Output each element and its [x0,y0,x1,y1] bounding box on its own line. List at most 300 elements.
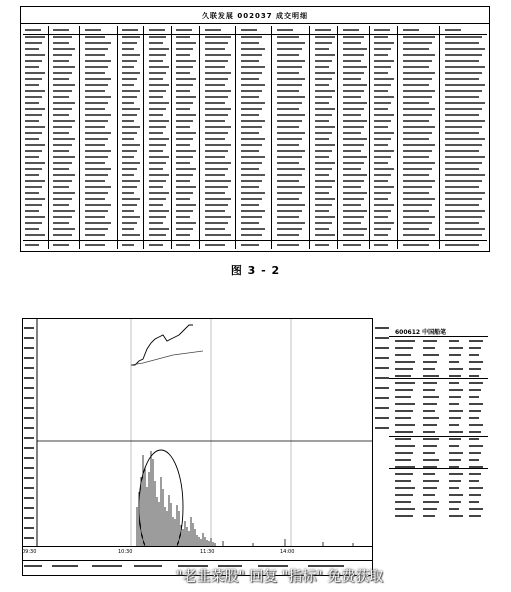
table-cell-stroke [374,84,391,86]
table-footer-stroke [374,244,388,246]
table-cell-stroke [403,108,435,110]
table-cell-stroke [403,102,429,104]
table-cell-stroke [53,138,75,140]
table-cell-stroke [205,108,231,110]
table-cell-stroke [85,204,111,206]
table-cell-stroke [122,90,140,92]
table-header-stroke [176,29,192,31]
quote-value-stroke [423,389,435,391]
table-cell-stroke [445,84,485,86]
table-cell-stroke [315,90,335,92]
table-column-separator [369,26,370,249]
table-cell-stroke [149,174,169,176]
quote-value-stroke [395,473,413,475]
table-cell-stroke [122,66,134,68]
table-cell-stroke [277,54,299,56]
table-cell-stroke [205,180,231,182]
table-cell-stroke [176,228,193,230]
table-cell-stroke [149,84,169,86]
table-header-stroke [445,29,461,31]
table-cell-stroke [343,108,364,110]
table-cell-stroke [176,108,190,110]
table-cell-stroke [374,96,394,98]
table-cell-stroke [85,138,108,140]
y-tick-stroke [24,407,34,409]
y-tick-stroke [24,347,34,349]
table-cell-stroke [176,90,190,92]
table-cell-stroke [176,138,193,140]
table-cell-stroke [277,186,305,188]
table-cell-stroke [315,120,329,122]
quote-value-stroke [423,473,435,475]
table-cell-stroke [176,144,190,146]
table-cell-stroke [241,192,265,194]
quote-value-stroke [469,361,483,363]
quote-value-stroke [469,417,479,419]
table-cell-stroke [403,96,432,98]
table-cell-stroke [277,66,302,68]
table-cell-stroke [445,210,485,212]
quote-value-stroke [449,368,463,370]
table-cell-stroke [176,114,196,116]
quote-value-stroke [449,375,461,377]
quote-value-stroke [395,494,413,496]
y-tick-stroke [24,517,34,519]
table-cell-stroke [176,234,190,236]
table-cell-stroke [343,228,367,230]
table-cell-stroke [277,120,302,122]
table-cell-stroke [122,126,140,128]
table-cell-stroke [25,54,45,56]
table-cell-stroke [85,132,111,134]
table-cell-stroke [445,72,482,74]
table-cell-stroke [149,192,169,194]
table-cell-stroke [445,66,485,68]
table-cell-stroke [53,60,69,62]
quote-section-separator [389,336,488,337]
quote-value-stroke [449,487,459,489]
quote-value-stroke [469,487,483,489]
table-body [23,36,487,239]
quote-value-stroke [395,375,411,377]
table-cell-stroke [176,150,196,152]
quote-value-stroke [449,459,461,461]
table-cell-stroke [205,66,225,68]
table-cell-stroke [403,210,429,212]
table-cell-stroke [343,90,364,92]
percent-tick-stroke [375,397,389,399]
table-column-separator [143,26,144,249]
table-cell-stroke [343,114,361,116]
table-cell-stroke [176,168,196,170]
table-cell-stroke [205,156,225,158]
table-cell-stroke [122,72,140,74]
quote-value-stroke [469,473,481,475]
table-cell-stroke [53,72,72,74]
quote-value-stroke [469,494,481,496]
table-footer-stroke [315,244,329,246]
quote-value-stroke [449,424,459,426]
table-cell-stroke [277,102,302,104]
table-cell-stroke [53,186,69,188]
table-cell-stroke [241,78,259,80]
table-cell-stroke [53,96,69,98]
quote-value-stroke [423,424,437,426]
table-cell-stroke [122,42,137,44]
table-cell-stroke [85,42,111,44]
table-cell-stroke [374,126,388,128]
table-cell-stroke [445,48,485,50]
quote-value-stroke [423,515,435,517]
table-cell-stroke [315,138,329,140]
table-cell-stroke [374,144,388,146]
table-cell-stroke [53,42,69,44]
table-cell-stroke [122,216,140,218]
table-cell-stroke [445,96,479,98]
table-cell-stroke [374,138,391,140]
table-cell-stroke [85,216,105,218]
table-cell-stroke [241,132,259,134]
quote-value-stroke [449,515,463,517]
y-tick-stroke [24,357,34,359]
table-cell-stroke [149,168,163,170]
table-cell-stroke [374,180,388,182]
table-cell-stroke [374,36,388,38]
table-footer-stroke [445,244,479,246]
quote-section-separator [389,436,488,437]
table-cell-stroke [277,162,299,164]
quote-value-stroke [395,487,415,489]
table-cell-stroke [445,174,485,176]
table-cell-stroke [53,180,72,182]
table-cell-stroke [241,138,265,140]
percent-tick-stroke [375,377,389,379]
table-cell-stroke [53,102,75,104]
quote-value-stroke [395,438,411,440]
table-cell-stroke [85,180,105,182]
table-cell-stroke [374,66,391,68]
table-cell-stroke [122,222,137,224]
table-cell-stroke [241,198,262,200]
table-cell-stroke [343,132,361,134]
table-cell-stroke [343,42,361,44]
quote-value-stroke [423,403,437,405]
table-cell-stroke [149,114,163,116]
table-cell-stroke [85,210,108,212]
table-cell-stroke [205,132,228,134]
table-cell-stroke [25,198,45,200]
table-cell-stroke [205,114,228,116]
table-cell-stroke [403,114,432,116]
quote-value-stroke [469,480,479,482]
table-cell-stroke [403,150,432,152]
table-cell-stroke [176,42,196,44]
table-footer-stroke [277,244,299,246]
table-cell-stroke [277,150,305,152]
table-cell-stroke [176,204,196,206]
table-cell-stroke [25,222,42,224]
table-cell-stroke [315,156,329,158]
table-cell-stroke [122,186,137,188]
table-cell-stroke [403,78,432,80]
y-tick-stroke [24,447,34,449]
table-cell-stroke [53,54,72,56]
table-cell-stroke [315,42,332,44]
table-cell-stroke [241,72,262,74]
table-cell-stroke [85,60,111,62]
table-cell-stroke [149,162,166,164]
status-value-stroke [134,565,162,567]
quote-value-stroke [469,403,483,405]
table-header-stroke [25,29,41,31]
table-cell-stroke [445,60,479,62]
quote-value-stroke [469,396,479,398]
table-column-separator [48,26,49,249]
table-cell-stroke [315,66,329,68]
table-cell-stroke [149,72,166,74]
table-cell-stroke [85,108,105,110]
table-cell-stroke [25,102,39,104]
quote-value-stroke [395,480,411,482]
table-cell-stroke [277,72,299,74]
percent-tick-stroke [375,327,389,329]
table-cell-stroke [25,60,42,62]
quote-value-stroke [469,354,479,356]
table-cell-stroke [343,66,367,68]
quote-section-separator [389,378,488,379]
y-tick-stroke [24,417,34,419]
table-cell-stroke [403,216,435,218]
table-cell-stroke [241,108,262,110]
table-cell-stroke [53,120,75,122]
table-cell-stroke [205,162,231,164]
table-cell-stroke [343,162,364,164]
table-cell-stroke [445,54,482,56]
table-cell-stroke [122,108,140,110]
table-cell-stroke [374,48,391,50]
table-cell-stroke [343,78,361,80]
table-cell-stroke [149,48,169,50]
quote-value-stroke [449,382,459,384]
table-cell-stroke [343,198,364,200]
table-cell-stroke [445,204,479,206]
table-cell-stroke [241,126,262,128]
table-cell-stroke [149,216,166,218]
quote-value-stroke [469,347,481,349]
table-cell-stroke [403,120,429,122]
quote-value-stroke [449,410,463,412]
table-cell-stroke [315,150,332,152]
quote-value-stroke [395,340,415,342]
table-cell-stroke [445,186,479,188]
table-cell-stroke [25,90,45,92]
table-cell-stroke [343,210,367,212]
table-cell-stroke [149,222,163,224]
quote-value-stroke [423,396,439,398]
table-cell-stroke [445,78,479,80]
table-cell-stroke [25,36,45,38]
table-cell-stroke [205,42,228,44]
table-cell-stroke [122,150,137,152]
table-cell-stroke [149,228,169,230]
quote-value-stroke [449,452,463,454]
quote-value-stroke [395,389,413,391]
percent-tick-stroke [375,407,389,409]
table-cell-stroke [315,162,335,164]
table-cell-stroke [85,168,111,170]
table-cell-stroke [176,36,190,38]
time-label-1400: 14:00 [280,549,295,555]
table-cell-stroke [149,78,163,80]
quote-value-stroke [449,396,461,398]
table-cell-stroke [241,222,259,224]
table-cell-stroke [315,228,329,230]
table-cell-stroke [315,234,335,236]
table-cell-stroke [53,78,69,80]
quote-value-stroke [449,445,459,447]
y-tick-stroke [24,427,34,429]
table-header-stroke [149,29,165,31]
table-cell-stroke [241,156,265,158]
table-cell-stroke [122,60,137,62]
y-tick-stroke [24,387,34,389]
table-header-stroke [403,29,419,31]
table-cell-stroke [315,36,335,38]
table-cell-stroke [277,96,305,98]
table-cell-stroke [122,102,134,104]
table-cell-stroke [343,204,361,206]
table-cell-stroke [205,78,228,80]
table-cell-stroke [122,36,140,38]
table-cell-stroke [343,96,361,98]
table-cell-stroke [315,48,329,50]
table-cell-stroke [205,228,225,230]
table-cell-stroke [149,132,163,134]
quote-value-stroke [449,494,463,496]
quote-value-stroke [469,508,483,510]
table-cell-stroke [149,66,169,68]
quote-section-separator [389,468,488,469]
quote-value-stroke [423,494,435,496]
table-cell-stroke [176,96,196,98]
status-value-stroke [24,565,42,567]
table-cell-stroke [403,48,429,50]
table-cell-stroke [343,186,361,188]
quote-value-stroke [469,424,483,426]
quote-value-stroke [469,431,481,433]
table-cell-stroke [403,126,435,128]
quote-value-stroke [395,501,411,503]
table-cell-stroke [176,102,193,104]
quote-value-stroke [449,501,461,503]
table-cell-stroke [85,192,108,194]
table-cell-stroke [277,174,302,176]
table-cell-stroke [343,144,364,146]
table-cell-stroke [149,126,166,128]
table-cell-stroke [122,162,140,164]
quote-value-stroke [469,459,479,461]
table-cell-stroke [122,192,134,194]
table-cell-stroke [149,54,166,56]
quote-value-stroke [423,438,439,440]
table-cell-stroke [445,234,482,236]
table-cell-stroke [445,42,479,44]
table-cell-stroke [241,36,262,38]
table-cell-stroke [445,156,485,158]
table-cell-stroke [25,216,45,218]
table-cell-stroke [241,114,259,116]
table-header-stroke [122,29,138,31]
percent-tick-stroke [375,387,389,389]
table-cell-stroke [277,222,305,224]
table-cell-stroke [25,96,42,98]
table-cell-stroke [205,186,228,188]
table-cell-stroke [315,198,335,200]
table-cell-stroke [445,120,485,122]
table-cell-stroke [277,126,299,128]
table-cell-stroke [445,222,479,224]
table-cell-stroke [85,198,105,200]
table-cell-stroke [149,150,163,152]
y-tick-stroke [24,377,34,379]
table-cell-stroke [343,126,364,128]
table-cell-stroke [176,54,190,56]
table-cell-stroke [25,204,42,206]
chart-plot [23,319,373,547]
table-cell-stroke [374,222,394,224]
table-title-rule [21,23,489,24]
quote-value-stroke [469,389,481,391]
table-cell-stroke [53,192,75,194]
table-cell-stroke [122,144,140,146]
table-cell-stroke [374,192,391,194]
quote-value-stroke [423,354,439,356]
table-cell-stroke [241,168,259,170]
table-cell-stroke [85,120,108,122]
table-cell-stroke [343,60,361,62]
table-cell-stroke [176,126,190,128]
table-cell-stroke [122,228,134,230]
quote-value-stroke [395,354,411,356]
table-cell-stroke [374,120,391,122]
table-cell-stroke [85,222,111,224]
table-cell-stroke [85,102,108,104]
time-label-0930: 09:30 [22,549,37,555]
percent-tick-stroke [375,337,389,339]
table-cell-stroke [205,60,228,62]
y-tick-stroke [24,337,34,339]
table-cell-stroke [53,162,72,164]
table-cell-stroke [205,192,225,194]
table-cell-stroke [122,138,134,140]
table-cell-stroke [53,108,72,110]
quote-value-stroke [395,452,413,454]
table-cell-stroke [403,192,429,194]
table-cell-stroke [277,108,299,110]
quote-value-stroke [469,452,481,454]
table-cell-stroke [25,150,42,152]
table-cell-stroke [403,36,435,38]
table-cell-stroke [241,162,262,164]
table-cell-stroke [374,156,391,158]
table-footer-stroke [205,244,225,246]
table-cell-stroke [374,216,388,218]
table-cell-stroke [315,204,332,206]
table-cell-stroke [25,168,42,170]
table-cell-stroke [122,198,140,200]
table-cell-stroke [343,72,364,74]
quote-value-stroke [469,515,481,517]
